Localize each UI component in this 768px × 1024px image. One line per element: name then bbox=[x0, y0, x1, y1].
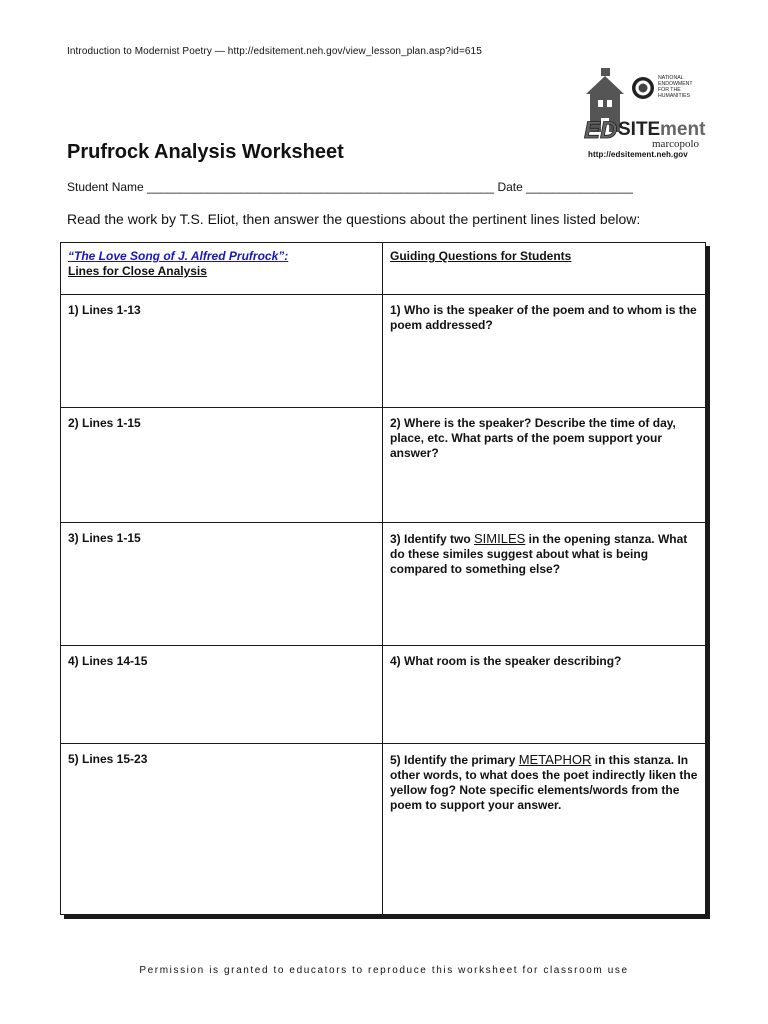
permission-footer: Permission is granted to educators to reproduce this worksheet for classroom use bbox=[139, 965, 629, 976]
question-cell: 3) Identify two SIMILES in the opening stanza. What do these similes suggest about what is being compared to something else? bbox=[383, 523, 706, 646]
edsitement-logo bbox=[582, 66, 708, 162]
table-row bbox=[61, 408, 706, 523]
date-label: Date bbox=[497, 180, 523, 194]
table-header-row bbox=[61, 243, 706, 295]
neh-line-1: NATIONAL bbox=[658, 75, 684, 81]
question-cell: 2) Where is the speaker? Describe the time of day, place, etc. What parts of the poem support your answer? bbox=[383, 408, 706, 523]
table-row bbox=[61, 295, 706, 408]
instructions: Read the work by T.S. Eliot, then answer the questions about the pertinent lines listed below: bbox=[67, 211, 641, 227]
neh-line-3: FOR THE bbox=[658, 87, 681, 93]
question-cell: 5) Identify the primary METAPHOR in this stanza. In other words, to what does the poet indirectly liken the yellow fog? Note specific elements/words from the poem to support your answer. bbox=[383, 744, 706, 915]
neh-line-4: HUMANITIES bbox=[658, 93, 690, 99]
question-cell: 1) Who is the speaker of the poem and to whom is the poem addressed? bbox=[383, 295, 706, 408]
logo-site-text: SITE bbox=[618, 119, 661, 140]
question-cell: 4) What room is the speaker describing? bbox=[383, 646, 706, 744]
header-source-line: Introduction to Modernist Poetry — http://edsitement.neh.gov/view_lesson_plan.asp?id=615 bbox=[67, 46, 482, 57]
logo-ment-text: ment bbox=[660, 119, 706, 140]
logo-ed-text: ED bbox=[584, 117, 618, 144]
poem-title-link[interactable]: “The Love Song of J. Alfred Prufrock”: bbox=[68, 249, 289, 263]
header-questions-cell bbox=[383, 243, 706, 295]
table-row bbox=[61, 646, 706, 744]
student-name-label: Student Name bbox=[67, 180, 144, 194]
logo-url: http://edsitement.neh.gov bbox=[588, 150, 688, 159]
lines-cell[interactable]: 5) Lines 15-23 bbox=[61, 744, 383, 915]
lines-cell[interactable]: 4) Lines 14-15 bbox=[61, 646, 383, 744]
logo-marcopolo-text: marcopolo bbox=[652, 138, 700, 150]
neh-line-2: ENDOWMENT bbox=[658, 81, 693, 87]
analysis-table bbox=[60, 242, 706, 915]
date-field[interactable]: ________________ bbox=[526, 180, 633, 194]
student-name-field[interactable]: ____________________________________________________ bbox=[147, 180, 495, 194]
metaphor-term: METAPHOR bbox=[518, 752, 592, 767]
header-lines-cell bbox=[61, 243, 383, 295]
lines-cell[interactable]: 1) Lines 1-13 bbox=[61, 295, 383, 408]
lines-cell[interactable]: 3) Lines 1-15 bbox=[61, 523, 383, 646]
table-row bbox=[61, 744, 706, 915]
page-title: Prufrock Analysis Worksheet bbox=[67, 141, 344, 163]
table-row bbox=[61, 523, 706, 646]
lines-header-label: Lines for Close Analysis bbox=[68, 264, 207, 278]
similes-term: SIMILES bbox=[474, 531, 526, 546]
student-name-date-line bbox=[67, 180, 633, 194]
lines-cell[interactable]: 2) Lines 1-15 bbox=[61, 408, 383, 523]
questions-header-label: Guiding Questions for Students bbox=[390, 249, 572, 263]
